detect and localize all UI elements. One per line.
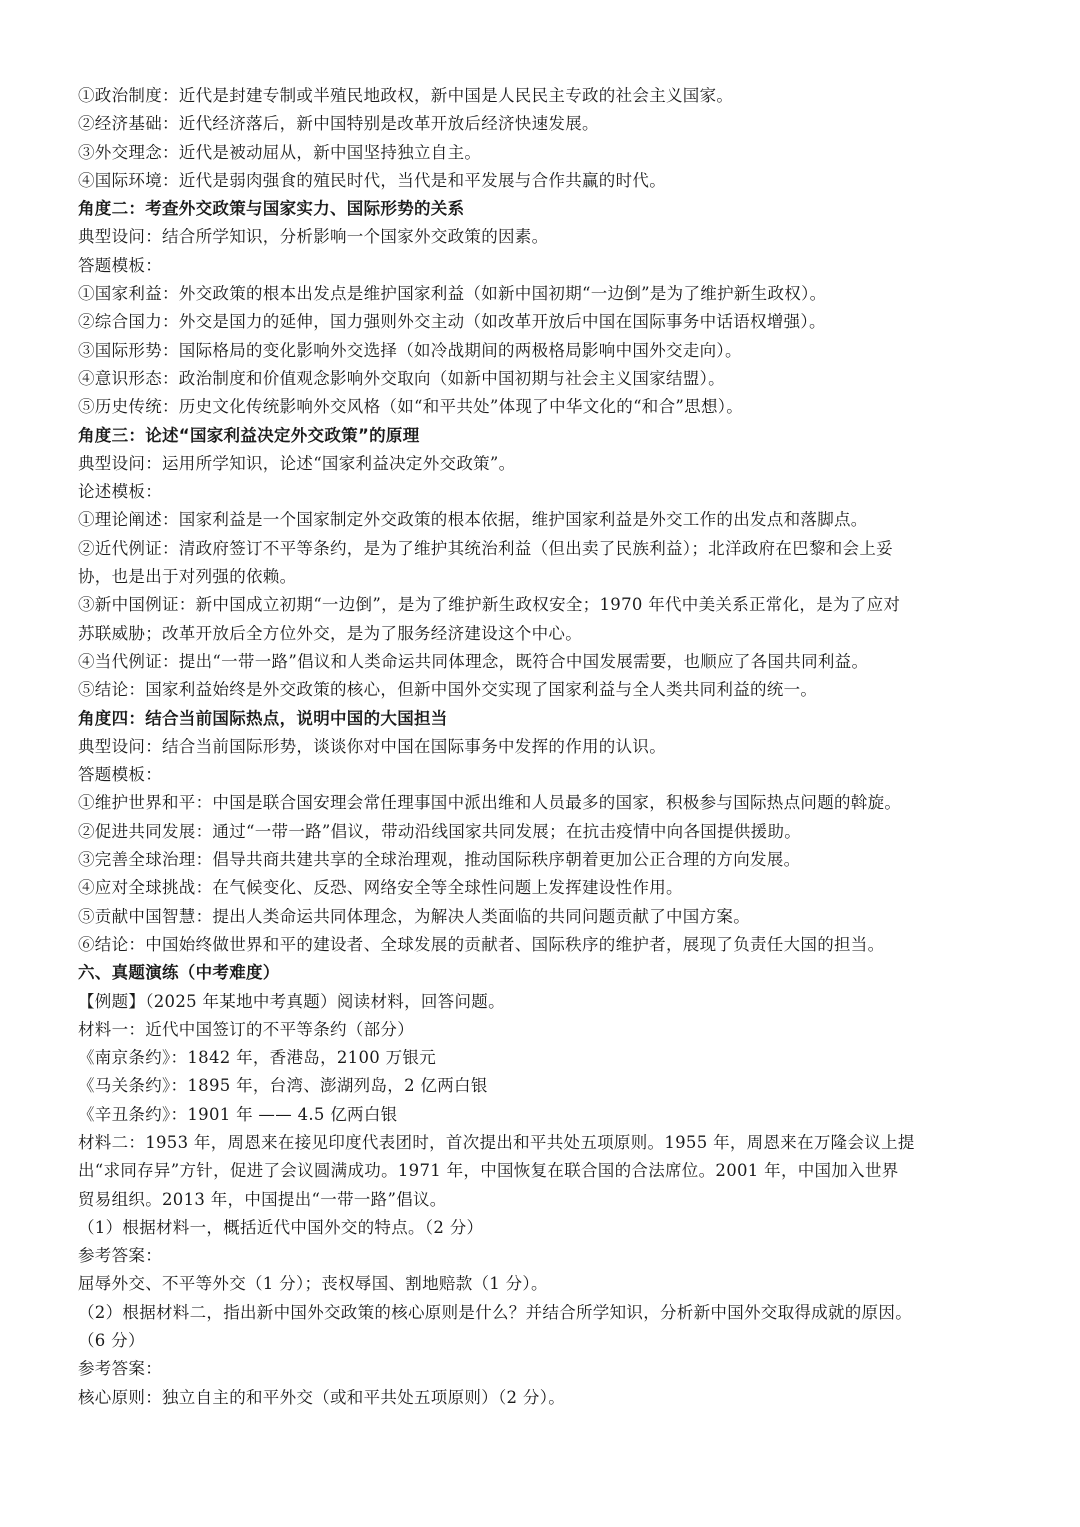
text-line: ①国家利益：外交政策的根本出发点是维护国家利益（如新中国初期“一边倒”是为了维护新生政权）。 xyxy=(78,284,827,304)
text-line: ④意识形态：政治制度和价值观念影响外交取向（如新中国初期与社会主义国家结盟）。 xyxy=(78,368,725,388)
section-heading: 角度二：考查外交政策与国家实力、国际形势的关系 xyxy=(78,199,465,219)
text-line: ⑤贡献中国智慧：提出人类命运共同体理念，为解决人类面临的共同问题贡献了中国方案。 xyxy=(78,906,750,926)
text-line: ④国际环境：近代是弱肉强食的殖民时代，当代是和平发展与合作共赢的时代。 xyxy=(78,170,666,190)
text-line: 参考答案： xyxy=(78,1246,162,1266)
text-line: 材料一：近代中国签订的不平等条约（部分） xyxy=(78,1019,414,1039)
text-line: ②经济基础：近代经济落后，新中国特别是改革开放后经济快速发展。 xyxy=(78,114,599,134)
text-line: 参考答案： xyxy=(78,1359,162,1379)
text-line: ②综合国力：外交是国力的延伸，国力强则外交主动（如改革开放后中国在国际事务中话语权增强）。 xyxy=(78,312,826,332)
text-line: 【例题】（2025 年某地中考真题）阅读材料，回答问题。 xyxy=(78,991,505,1011)
text-line: （6 分） xyxy=(78,1331,145,1351)
document-body xyxy=(78,82,1008,1412)
text-line: （1）根据材料一，概括近代中国外交的特点。（2 分） xyxy=(78,1217,484,1237)
text-line: 典型设问：结合当前国际形势，谈谈你对中国在国际事务中发挥的作用的认识。 xyxy=(78,736,666,756)
text-line: ③国际形势：国际格局的变化影响外交选择（如冷战期间的两极格局影响中国外交走向）。 xyxy=(78,340,742,360)
text-line: ③新中国例证：新中国成立初期“一边倒”，是为了维护新生政权安全；1970 年代中美关系正常化，是为了应对 xyxy=(78,595,901,615)
text-line: ①维护世界和平：中国是联合国安理会常任理事国中派出维和人员最多的国家，积极参与国际热点问题的斡旋。 xyxy=(78,793,902,813)
text-line: ④应对全球挑战：在气候变化、反恐、网络安全等全球性问题上发挥建设性作用。 xyxy=(78,878,683,898)
text-line: 典型设问：运用所学知识，论述“国家利益决定外交政策”。 xyxy=(78,453,516,473)
text-line: 《马关条约》：1895 年，台湾、澎湖列岛，2 亿两白银 xyxy=(78,1076,488,1096)
text-line: ②近代例证：清政府签订不平等条约，是为了维护其统治利益（但出卖了民族利益）；北洋政府在巴黎和会上妥 xyxy=(78,538,893,558)
text-line: ③完善全球治理：倡导共商共建共享的全球治理观，推动国际秩序朝着更加公正合理的方向发展。 xyxy=(78,850,801,870)
text-line: 屈辱外交、不平等外交（1 分）；丧权辱国、割地赔款（1 分）。 xyxy=(78,1274,548,1294)
text-line: ①政治制度：近代是封建专制或半殖民地政权，新中国是人民民主专政的社会主义国家。 xyxy=(78,86,734,105)
text-line: 材料二：1953 年，周恩来在接见印度代表团时，首次提出和平共处五项原则。1955 年，周恩来在万隆会议上提 xyxy=(78,1132,915,1152)
text-line: 答题模板： xyxy=(78,255,162,275)
text-line: 贸易组织。2013 年，中国提出“一带一路”倡议。 xyxy=(78,1189,447,1209)
text-line: 《辛丑条约》：1901 年 —— 4.5 亿两白银 xyxy=(78,1104,398,1124)
section-heading: 六、真题演练（中考难度） xyxy=(78,963,280,983)
text-line: 答题模板： xyxy=(78,765,162,785)
text-line: ①理论阐述：国家利益是一个国家制定外交政策的根本依据，维护国家利益是外交工作的出发点和落脚点。 xyxy=(78,510,868,530)
text-line: ⑤历史传统：历史文化传统影响外交风格（如“和平共处”体现了中华文化的“和合”思想）。 xyxy=(78,397,744,417)
text-line: 苏联威胁；改革开放后全方位外交，是为了服务经济建设这个中心。 xyxy=(78,623,582,643)
text-line: ⑤结论：国家利益始终是外交政策的核心，但新中国外交实现了国家利益与全人类共同利益的统一。 xyxy=(78,680,818,700)
text-line: ③外交理念：近代是被动屈从，新中国坚持独立自主。 xyxy=(78,142,482,162)
text-line: 典型设问：结合所学知识，分析影响一个国家外交政策的因素。 xyxy=(78,227,549,247)
text-line: ④当代例证：提出“一带一路”倡议和人类命运共同体理念，既符合中国发展需要，也顺应了各国共同利益。 xyxy=(78,651,869,671)
text-line: 出“求同存异”方针，促进了会议圆满成功。1971 年，中国恢复在联合国的合法席位。2001 年，中国加入世界 xyxy=(78,1161,899,1181)
section-heading: 角度三：论述“国家利益决定外交政策”的原理 xyxy=(78,425,420,445)
section-heading: 角度四：结合当前国际热点，说明中国的大国担当 xyxy=(78,708,448,728)
text-line: ⑥结论：中国始终做世界和平的建设者、全球发展的贡献者、国际秩序的维护者，展现了负责任大国的担当。 xyxy=(78,934,885,954)
text-line: 核心原则：独立自主的和平外交（或和平共处五项原则）（2 分）。 xyxy=(78,1387,566,1407)
text-line: 《南京条约》：1842 年，香港岛，2100 万银元 xyxy=(78,1048,437,1068)
text-line: 协，也是出于对列强的依赖。 xyxy=(78,567,297,587)
text-line: 论述模板： xyxy=(78,482,162,502)
text-line: ②促进共同发展：通过“一带一路”倡议，带动沿线国家共同发展；在抗击疫情中向各国提供援助。 xyxy=(78,821,802,841)
text-line: （2）根据材料二，指出新中国外交政策的核心原则是什么？并结合所学知识，分析新中国外交取得成就的原因。 xyxy=(78,1302,912,1322)
